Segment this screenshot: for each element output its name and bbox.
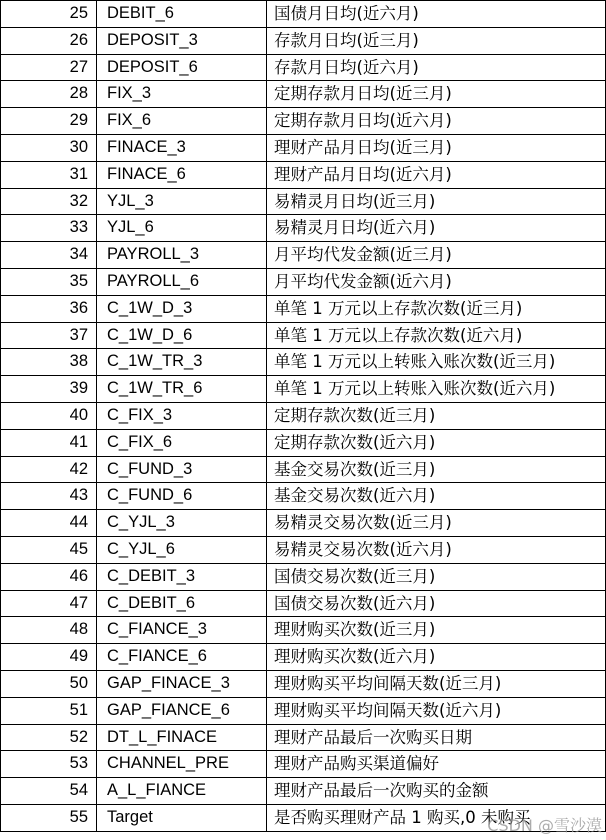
table-row [1,242,606,269]
row-number-cell: 45 [1,536,97,563]
row-number-cell: 47 [1,590,97,617]
table-row [1,510,606,537]
row-number-cell: 54 [1,778,97,805]
field-description-cell: 易精灵月日均(近三月) [267,188,606,215]
table-row [1,804,606,831]
row-number-cell: 32 [1,188,97,215]
row-number-cell: 34 [1,242,97,269]
table-row [1,322,606,349]
field-name-cell: GAP_FIANCE_6 [97,697,267,724]
field-description-cell: 国债月日均(近六月) [267,1,606,28]
row-number-cell: 37 [1,322,97,349]
field-description-cell: 理财产品月日均(近三月) [267,134,606,161]
table-row [1,295,606,322]
field-description-cell: 定期存款次数(近三月) [267,402,606,429]
field-name-cell: C_FUND_3 [97,456,267,483]
field-name-cell: CHANNEL_PRE [97,751,267,778]
row-number-cell: 49 [1,644,97,671]
row-number-cell: 46 [1,563,97,590]
field-description-cell: 月平均代发金额(近六月) [267,268,606,295]
row-number-cell: 53 [1,751,97,778]
field-name-cell: C_DEBIT_6 [97,590,267,617]
field-name-cell: GAP_FINACE_3 [97,670,267,697]
row-number-cell: 31 [1,161,97,188]
table-row [1,456,606,483]
field-description-cell: 单笔 1 万元以上转账入账次数(近三月) [267,349,606,376]
field-name-cell: C_FIANCE_3 [97,617,267,644]
field-name-cell: PAYROLL_3 [97,242,267,269]
table-row [1,161,606,188]
table-row [1,563,606,590]
field-description-cell: 国债交易次数(近六月) [267,590,606,617]
table-row [1,483,606,510]
field-name-cell: C_FIX_3 [97,402,267,429]
row-number-cell: 41 [1,429,97,456]
field-name-cell: DEPOSIT_6 [97,54,267,81]
field-name-cell: DEBIT_6 [97,1,267,28]
field-description-cell: 理财产品最后一次购买的金额 [267,778,606,805]
field-name-cell: FIX_3 [97,81,267,108]
row-number-cell: 35 [1,268,97,295]
table-row [1,27,606,54]
table-row [1,751,606,778]
table-row [1,617,606,644]
row-number-cell: 44 [1,510,97,537]
field-description-cell: 是否购买理财产品 1 购买,0 未购买 [267,804,606,831]
field-name-cell: DT_L_FINACE [97,724,267,751]
table-row [1,644,606,671]
table-row [1,134,606,161]
field-name-cell: Target [97,804,267,831]
table-row [1,108,606,135]
row-number-cell: 25 [1,1,97,28]
table-row [1,376,606,403]
field-description-cell: 单笔 1 万元以上存款次数(近三月) [267,295,606,322]
field-description-cell: 理财产品最后一次购买日期 [267,724,606,751]
row-number-cell: 51 [1,697,97,724]
field-description-cell: 月平均代发金额(近三月) [267,242,606,269]
field-description-cell: 易精灵月日均(近六月) [267,215,606,242]
table-row [1,188,606,215]
table-row [1,429,606,456]
field-description-cell: 定期存款月日均(近六月) [267,108,606,135]
row-number-cell: 38 [1,349,97,376]
field-name-cell: C_YJL_3 [97,510,267,537]
field-description-cell: 存款月日均(近三月) [267,27,606,54]
field-description-cell: 理财购买平均间隔天数(近六月) [267,697,606,724]
row-number-cell: 33 [1,215,97,242]
table-row [1,590,606,617]
field-description-cell: 单笔 1 万元以上存款次数(近六月) [267,322,606,349]
row-number-cell: 43 [1,483,97,510]
field-name-cell: PAYROLL_6 [97,268,267,295]
field-name-cell: YJL_6 [97,215,267,242]
table-row [1,778,606,805]
row-number-cell: 42 [1,456,97,483]
table-row [1,54,606,81]
field-description-cell: 国债交易次数(近三月) [267,563,606,590]
field-name-cell: C_1W_D_3 [97,295,267,322]
row-number-cell: 36 [1,295,97,322]
table-row [1,402,606,429]
field-name-cell: C_DEBIT_3 [97,563,267,590]
field-description-cell: 基金交易次数(近六月) [267,483,606,510]
field-name-cell: C_FIX_6 [97,429,267,456]
field-description-cell: 易精灵交易次数(近六月) [267,536,606,563]
field-description-cell: 定期存款次数(近六月) [267,429,606,456]
field-name-cell: C_YJL_6 [97,536,267,563]
field-name-cell: C_1W_TR_6 [97,376,267,403]
row-number-cell: 55 [1,804,97,831]
table-row [1,724,606,751]
field-description-cell: 理财购买次数(近三月) [267,617,606,644]
row-number-cell: 50 [1,670,97,697]
row-number-cell: 30 [1,134,97,161]
field-description-cell: 存款月日均(近六月) [267,54,606,81]
field-description-cell: 定期存款月日均(近三月) [267,81,606,108]
table-row [1,670,606,697]
row-number-cell: 28 [1,81,97,108]
field-description-cell: 理财产品购买渠道偏好 [267,751,606,778]
field-description-cell: 基金交易次数(近三月) [267,456,606,483]
field-description-cell: 理财购买次数(近六月) [267,644,606,671]
field-name-cell: DEPOSIT_3 [97,27,267,54]
row-number-cell: 26 [1,27,97,54]
row-number-cell: 27 [1,54,97,81]
field-name-cell: C_1W_D_6 [97,322,267,349]
field-description-cell: 理财产品月日均(近六月) [267,161,606,188]
row-number-cell: 52 [1,724,97,751]
field-name-cell: C_FIANCE_6 [97,644,267,671]
field-name-cell: FIX_6 [97,108,267,135]
table-body [1,1,606,832]
field-name-cell: FINACE_3 [97,134,267,161]
row-number-cell: 48 [1,617,97,644]
field-description-cell: 理财购买平均间隔天数(近三月) [267,670,606,697]
table-row [1,536,606,563]
row-number-cell: 40 [1,402,97,429]
table-row [1,697,606,724]
table-row [1,268,606,295]
table-row [1,349,606,376]
field-name-cell: YJL_3 [97,188,267,215]
field-name-cell: C_FUND_6 [97,483,267,510]
field-name-cell: C_1W_TR_3 [97,349,267,376]
row-number-cell: 29 [1,108,97,135]
field-name-cell: A_L_FIANCE [97,778,267,805]
row-number-cell: 39 [1,376,97,403]
table-row [1,215,606,242]
watermark: CSDN @雪沙漠 [487,816,602,835]
table-row [1,1,606,28]
table-row [1,81,606,108]
field-description-cell: 易精灵交易次数(近三月) [267,510,606,537]
field-description-cell: 单笔 1 万元以上转账入账次数(近六月) [267,376,606,403]
field-name-cell: FINACE_6 [97,161,267,188]
